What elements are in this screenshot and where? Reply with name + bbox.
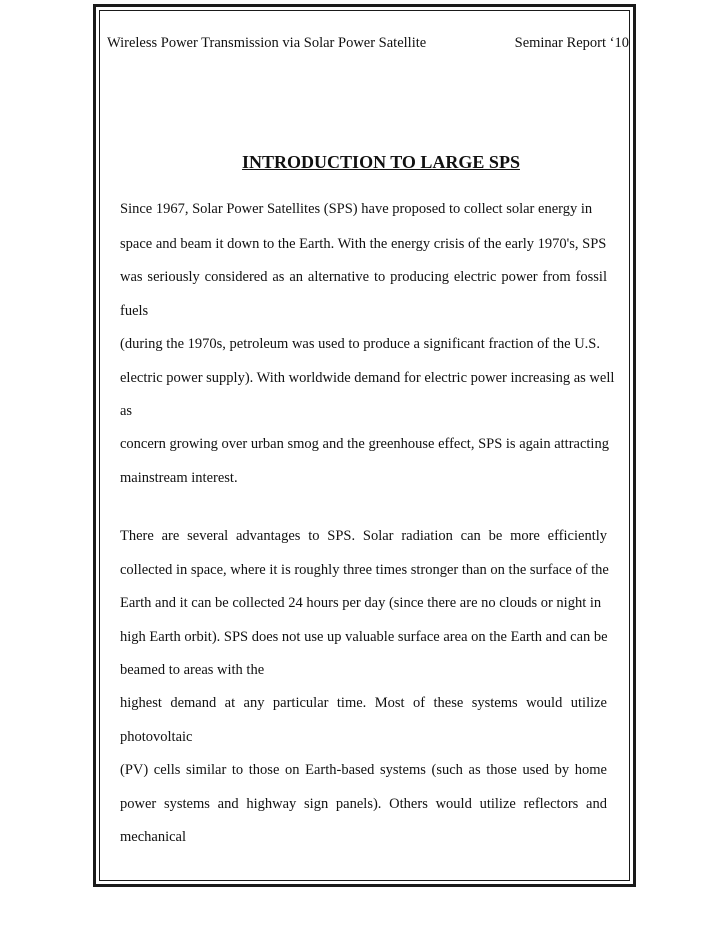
running-header bbox=[107, 35, 629, 55]
body-line: concern growing over urban smog and the greenhouse effect, SPS is again attracting bbox=[120, 436, 609, 452]
body-line: beamed to areas with the bbox=[120, 662, 265, 678]
body-line: was seriously considered as an alternative to producing electric power from fossil bbox=[120, 269, 607, 285]
body-line: There are several advantages to SPS. Solar radiation can be more efficiently bbox=[120, 528, 607, 544]
body-line: collected in space, where it is roughly three times stronger than on the surface of the bbox=[120, 562, 609, 578]
body-line: fuels bbox=[120, 303, 149, 319]
body-line: mechanical bbox=[120, 829, 187, 845]
body-line: high Earth orbit). SPS does not use up valuable surface area on the Earth and can be bbox=[120, 629, 608, 645]
body-line: power systems and highway sign panels). Others would utilize reflectors and bbox=[120, 796, 607, 812]
body-line: highest demand at any particular time. Most of these systems would utilize bbox=[120, 695, 607, 711]
body-line: (PV) cells similar to those on Earth-based systems (such as those used by home bbox=[120, 762, 607, 778]
body-line: as bbox=[120, 403, 133, 419]
body-line: electric power supply). With worldwide demand for electric power increasing as well bbox=[120, 370, 615, 386]
body-line: Earth and it can be collected 24 hours per day (since there are no clouds or night in bbox=[120, 595, 602, 611]
header-report-label: Seminar Report ‘10 bbox=[514, 35, 629, 51]
body-line: (during the 1970s, petroleum was used to produce a significant fraction of the U.S. bbox=[120, 336, 600, 352]
body-line: mainstream interest. bbox=[120, 470, 238, 486]
section-title: INTRODUCTION TO LARGE SPS bbox=[242, 152, 520, 172]
body-line: space and beam it down to the Earth. With the energy crisis of the early 1970's, SPS bbox=[120, 236, 607, 252]
header-document-title: Wireless Power Transmission via Solar Power Satellite bbox=[107, 35, 427, 51]
body-line: photovoltaic bbox=[120, 729, 193, 745]
body-line: Since 1967, Solar Power Satellites (SPS) have proposed to collect solar energy in bbox=[120, 201, 593, 217]
